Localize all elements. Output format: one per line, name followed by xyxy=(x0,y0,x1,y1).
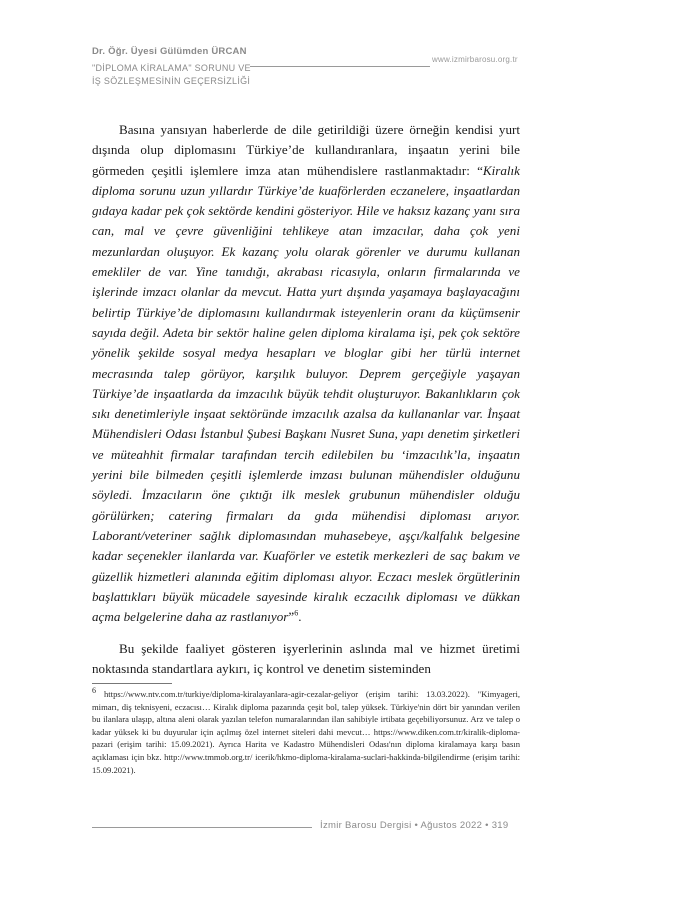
footnote-text: https://www.ntv.com.tr/turkiye/diploma-kiralayanlara-agir-cezalar-geliyor (erişim tarihi: 13.03.2022). "Kimyageri, mimarı, diş teknisyeni, eczacısı… Kiralık diploma pazarında çeşit bol, talep yüksek. Türkiye'nin dört bir yanından verilen bu ilanlara ulaşıp, altına aleni olarak yazılan telefon numaralarından ilan sahibiyle irtibata geçebiliyorsunuz. Arz ve talep o kadar yüksek ki bu duyurular için açılmış özel internet siteleri dahi mevcut… https://www.diken.com.tr/kiralik-diploma-pazari (erişim tarihi: 15.09.2021). Ayrıca Harita ve Kadastro Mühendisleri Odası'nın diploma kiralamaya karşı basın açıklaması için bkz. http://www.tmmob.org.tr/ icerik/hkmo-diploma-kiralama-suclari-hakkinda-bilgilendirme (erişim tarihi: 15.09.2021). xyxy=(92,689,520,775)
body-paragraph-1 xyxy=(92,120,520,627)
header-article-title xyxy=(92,62,251,87)
body-paragraph-2 xyxy=(92,639,520,680)
paragraph-2-text: Bu şekilde faaliyet gösteren işyerlerinin aslında mal ve hizmet üretimi noktasında standartlara aykırı, iç kontrol ve denetim sisteminden xyxy=(92,641,520,677)
footnote-number: 6 xyxy=(92,686,96,696)
paragraph-1-intro: Basına yansıyan haberlerde de dile getirildiği üzere örneğin kendisi yurt dışında olup diplomasını Türkiye’de kullandıranlara, inşaatın yerini bile görmeden çeşitli işlemlere imza atan mühendislere rastlanmaktadır: “ xyxy=(92,122,520,178)
header-title-line-2: İŞ SÖZLEŞMESİNİN GEÇERSİZLİĞİ xyxy=(92,75,251,86)
header-author: Dr. Öğr. Üyesi Gülümden ÜRCAN xyxy=(92,46,247,57)
footnote xyxy=(92,688,520,776)
footnote-reference[interactable]: 6 xyxy=(294,608,299,618)
footer-journal-info: İzmir Barosu Dergisi • Ağustos 2022 • 319 xyxy=(320,820,509,831)
footnote-divider xyxy=(92,683,172,684)
paragraph-1-quote: Kiralık diploma sorunu uzun yıllardır Türkiye’de kuaförlerden eczanelere, inşaatlardan gıdaya kadar pek çok sektörde kendini gösteriyor. Hile ve haksız kazanç yanı sıra can, mal ve çevre güvenliğini tehlikeye atan imzacılar, daha çok yeni mezunlardan oluşuyor. Ek kazanç yolu olarak görenler ve durumu kullanan emekliler de var. Yine tanıdığı, akrabası ricasıyla, onların firmalarında ve işlerinde imzacı olanlar da mevcut. Hatta yurt dışında yaşamaya başlayacağını belirtip Türkiye’de diplomasını kullandırmak isteyenlerin oranı da küçümsenir sayıda değil. Adeta bir sektör haline gelen diploma kiralama işi, pek çok sektöre yönelik şekilde sosyal medya hesapları ve bloglar gibi her türlü internet mecrasında talep görüyor, karşılık buluyor. Deprem gerçeğiyle yaşayan Türkiye’de inşaatlarda da imzacılık büyük tehdit oluşturuyor. Bakanlıkların çok sıkı denetimleriyle inşaat sektöründe imzacılık azalsa da kullananlar var. İnşaat Mühendisleri Odası İstanbul Şubesi Başkanı Nusret Suna, yapı denetim şirketleri ve müteahhit firmalar tarafından tercih edilebilen bu ‘imzacılık’la, inşaatın yerini bile bilmeden çeşitli işlemlerde imzası bulunan mühendisler olduğunu söyledi. İmzacıların öne çıktığı ilk meslek grubunun mühendisler olduğu görülürken; catering firmaları da gıda mühendisi diploması arıyor. Laborant/veteriner sağlık diplomasından muhasebeye, aşçı/kalfalık belgesine kadar seçenekler ilanlarda var. Kuaförler ve estetik merkezleri de saç bakım ve güzellik hizmetleri alanında eğitim diploması alıyor. Eczacı meslek örgütlerinin başlattıkları büyük mücadele sayesinde kiralık eczacılık diploması ve dükkan açma belgelerine daha az rastlanıyor xyxy=(92,162,520,625)
footer-divider xyxy=(92,827,312,828)
header-divider xyxy=(250,66,430,67)
header-title-line-1: "DİPLOMA KİRALAMA" SORUNU VE xyxy=(92,63,251,73)
paragraph-1-quote-close: ” xyxy=(288,609,295,625)
header-website: www.izmirbarosu.org.tr xyxy=(432,55,518,64)
paragraph-1-end: . xyxy=(298,609,302,625)
